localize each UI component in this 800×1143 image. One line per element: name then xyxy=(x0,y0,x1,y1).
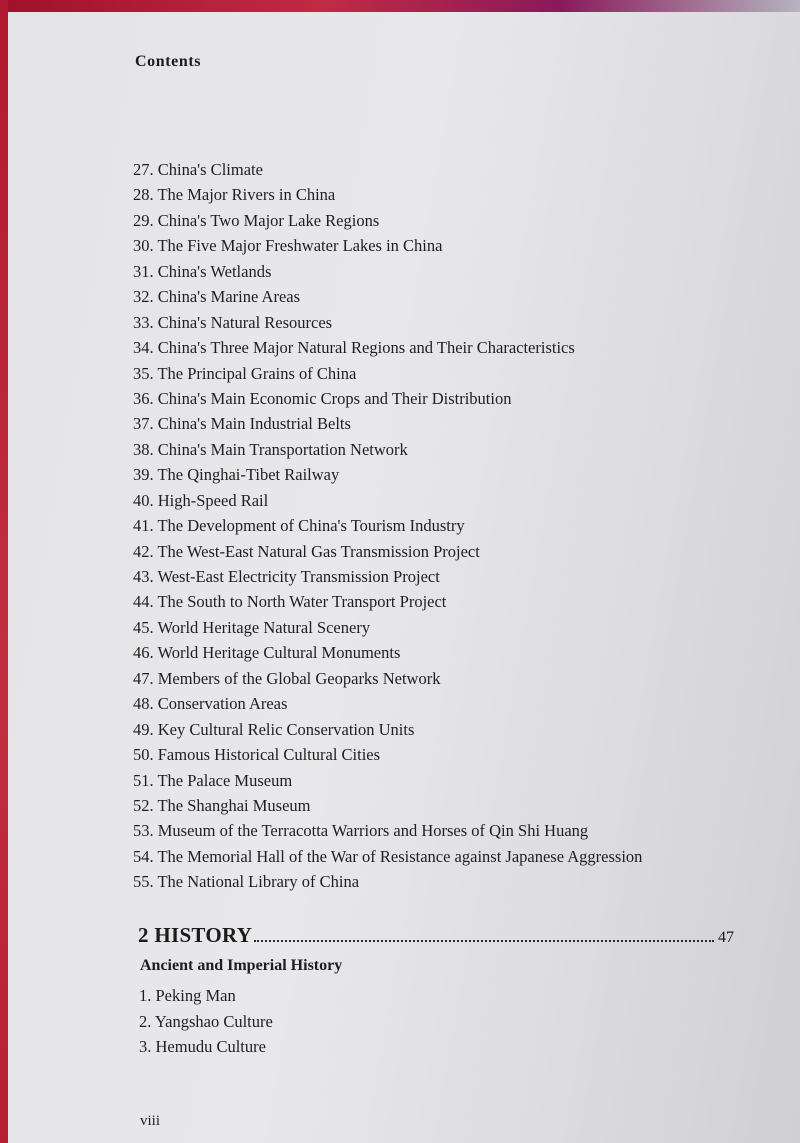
toc-item: 50. Famous Historical Cultural Cities xyxy=(133,745,381,765)
toc-item: 39. The Qinghai-Tibet Railway xyxy=(133,465,340,485)
section-heading-row xyxy=(138,923,734,948)
toc-item: 41. The Development of China's Tourism Industry xyxy=(133,516,465,536)
top-edge-band xyxy=(0,0,800,12)
toc-item: 52. The Shanghai Museum xyxy=(133,795,311,815)
subsection-title: Ancient and Imperial History xyxy=(140,957,343,974)
toc-item: 51. The Palace Museum xyxy=(133,770,293,790)
history-list-item: 2. Yangshao Culture xyxy=(139,1011,273,1031)
toc-item: 46. World Heritage Cultural Monuments xyxy=(133,643,401,663)
dot-leader xyxy=(254,940,714,942)
toc-list xyxy=(133,157,733,895)
toc-item: 44. The South to North Water Transport Project xyxy=(133,592,447,612)
toc-item: 49. Key Cultural Relic Conservation Units xyxy=(133,719,415,739)
toc-item: 35. The Principal Grains of China xyxy=(133,363,357,383)
page-header: Contents xyxy=(135,53,202,70)
toc-item: 45. World Heritage Natural Scenery xyxy=(133,617,371,637)
toc-item: 53. Museum of the Terracotta Warriors and Horses of Qin Shi Huang xyxy=(133,821,589,841)
toc-item: 42. The West-East Natural Gas Transmission Project xyxy=(133,541,480,561)
toc-item: 27. China's Climate xyxy=(133,160,263,179)
section-page-number: 47 xyxy=(718,929,734,946)
toc-item: 55. The National Library of China xyxy=(133,872,360,892)
toc-item: 31. China's Wetlands xyxy=(133,261,272,281)
toc-item: 33. China's Natural Resources xyxy=(133,312,333,332)
toc-item: 38. China's Main Transportation Network xyxy=(133,439,408,459)
toc-item: 47. Members of the Global Geoparks Network xyxy=(133,668,441,688)
toc-item: 48. Conservation Areas xyxy=(133,694,288,714)
toc-item: 29. China's Two Major Lake Regions xyxy=(133,210,380,230)
toc-item: 37. China's Main Industrial Belts xyxy=(133,414,351,434)
toc-item: 28. The Major Rivers in China xyxy=(133,185,336,205)
history-list-item: 3. Hemudu Culture xyxy=(139,1037,266,1056)
history-list-item: 1. Peking Man xyxy=(139,986,236,1005)
history-list xyxy=(139,983,273,1060)
page-number: viii xyxy=(140,1113,161,1129)
toc-item: 34. China's Three Major Natural Regions and Their Characteristics xyxy=(133,338,575,358)
left-spine-edge xyxy=(0,0,8,1143)
toc-item: 32. China's Marine Areas xyxy=(133,287,301,307)
toc-item: 54. The Memorial Hall of the War of Resistance against Japanese Aggression xyxy=(133,846,643,866)
toc-item: 30. The Five Major Freshwater Lakes in China xyxy=(133,236,443,256)
toc-item: 36. China's Main Economic Crops and Their Distribution xyxy=(133,388,512,408)
toc-item: 43. West-East Electricity Transmission Project xyxy=(133,567,440,586)
toc-item: 40. High-Speed Rail xyxy=(133,490,269,510)
section-title: 2 HISTORY xyxy=(138,923,253,947)
